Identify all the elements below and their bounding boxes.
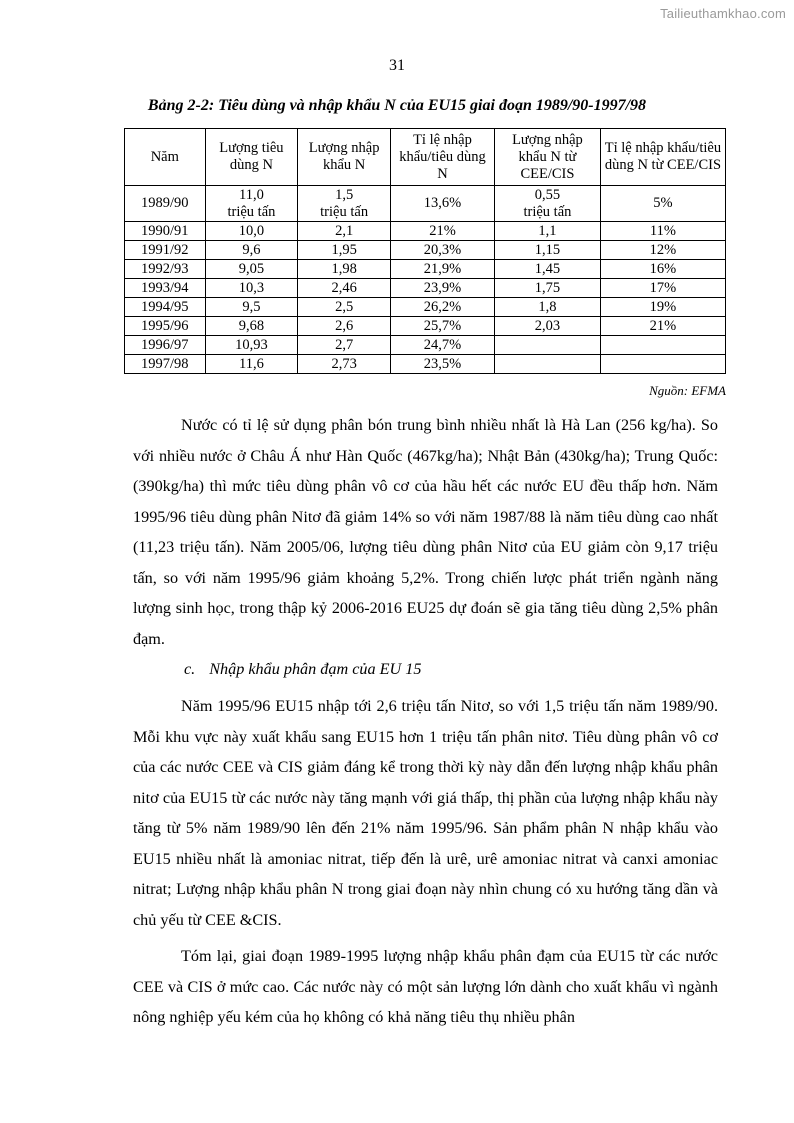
table-row [125, 186, 726, 222]
cell-year: 1994/95 [125, 298, 206, 317]
cell-cee-import: 1,15 [495, 241, 601, 260]
header-ratio: Tỉ lệ nhập khẩu/tiêu dùng N [390, 129, 494, 186]
cell-cee-ratio: 17% [600, 279, 725, 298]
cell-unit: triệu tấn [523, 203, 572, 220]
cell-value: 0,55 [534, 186, 561, 203]
cell-import: 1,98 [298, 260, 391, 279]
cell-import: 2,73 [298, 355, 391, 374]
cell-cee-ratio: 5% [600, 186, 725, 222]
cell-unit: triệu tấn [320, 203, 369, 220]
cell-cee-ratio: 12% [600, 241, 725, 260]
data-table [124, 128, 726, 374]
table-row [125, 317, 726, 336]
table-source: Nguồn: EFMA [649, 383, 726, 398]
cell-consumption: 9,6 [205, 241, 298, 260]
table-row [125, 279, 726, 298]
cell-ratio: 24,7% [390, 336, 494, 355]
paragraph-1: Nước có tỉ lệ sử dụng phân bón trung bình nhiều nhất là Hà Lan (256 kg/ha). So với nhiều nước ở Châu Á như Hàn Quốc (467kg/ha); Nhật Bản (430kg/ha); Trung Quốc: (390kg/ha) thì mức tiêu dùng phân vô cơ của hầu hết các nước EU đều thấp hơn. Năm 1995/96 tiêu dùng phân Nitơ đã giảm 14% so với năm 1987/88 là năm tiêu dùng cao nhất (11,23 triệu tấn). Năm 2005/06, lượng tiêu dùng phân Nitơ của EU giảm còn 9,17 triệu tấn, so với năm 1995/96 giảm khoảng 5,2%. Trong chiến lược phát triển ngành năng lượng sinh học, trong thập kỷ 2006-2016 EU25 dự đoán sẽ gia tăng tiêu dùng 2,5% phân đạm. [133, 416, 718, 648]
cell-cee-import: 2,03 [495, 317, 601, 336]
cell-cee-ratio: 21% [600, 317, 725, 336]
table-row [125, 355, 726, 374]
cell-ratio: 21% [390, 222, 494, 241]
table-caption: Bảng 2-2: Tiêu dùng và nhập khẩu N của EU15 giai đoạn 1989/90-1997/98 [147, 97, 647, 114]
cell-consumption: 10,3 [205, 279, 298, 298]
cell-ratio: 26,2% [390, 298, 494, 317]
cell-year: 1990/91 [125, 222, 206, 241]
table-row [125, 260, 726, 279]
cell-cee-import: 1,45 [495, 260, 601, 279]
cell-cee-import: 1,1 [495, 222, 601, 241]
cell-import: 2,46 [298, 279, 391, 298]
cell-cee-import: 1,8 [495, 298, 601, 317]
cell-year: 1991/92 [125, 241, 206, 260]
cell-year: 1989/90 [125, 186, 206, 222]
cell-ratio: 23,5% [390, 355, 494, 374]
cell-cee-ratio [600, 355, 725, 374]
table-row [125, 298, 726, 317]
cell-consumption: 9,68 [205, 317, 298, 336]
cell-year: 1997/98 [125, 355, 206, 374]
cell-cee-import [495, 355, 601, 374]
cell-import: 2,5 [298, 298, 391, 317]
cell-consumption: 9,05 [205, 260, 298, 279]
cell-import: 2,1 [298, 222, 391, 241]
cell-consumption: 9,5 [205, 298, 298, 317]
header-year: Năm [125, 129, 206, 186]
cell-ratio: 25,7% [390, 317, 494, 336]
section-heading [184, 660, 421, 679]
cell-cee-ratio: 16% [600, 260, 725, 279]
table-row [125, 241, 726, 260]
cell-consumption [205, 186, 298, 222]
cell-ratio: 20,3% [390, 241, 494, 260]
table-row [125, 336, 726, 355]
cell-cee-ratio: 19% [600, 298, 725, 317]
header-consumption: Lượng tiêu dùng N [205, 129, 298, 186]
cell-import: 2,7 [298, 336, 391, 355]
page-number: 31 [389, 57, 405, 74]
cell-value: 11,0 [239, 186, 264, 203]
cell-year: 1993/94 [125, 279, 206, 298]
header-cee-ratio: Tỉ lệ nhập khẩu/tiêu dùng N từ CEE/CIS [600, 129, 725, 186]
cell-ratio: 21,9% [390, 260, 494, 279]
cell-year: 1995/96 [125, 317, 206, 336]
cell-import [298, 186, 391, 222]
cell-ratio: 13,6% [390, 186, 494, 222]
cell-year: 1992/93 [125, 260, 206, 279]
cell-value: 1,5 [335, 186, 354, 203]
cell-consumption: 10,93 [205, 336, 298, 355]
cell-consumption: 10,0 [205, 222, 298, 241]
cell-consumption: 11,6 [205, 355, 298, 374]
paragraph-3: Tóm lại, giai đoạn 1989-1995 lượng nhập khẩu phân đạm của EU15 từ các nước CEE và CIS ở mức cao. Các nước này có một sản lượng lớn dành cho xuất khẩu vì ngành nông nghiệp yếu kém của họ không có khả năng tiêu thụ nhiều phân [133, 947, 718, 1026]
section-title: Nhập khẩu phân đạm của EU 15 [209, 660, 422, 678]
cell-import: 2,6 [298, 317, 391, 336]
cell-import: 1,95 [298, 241, 391, 260]
cell-cee-import [495, 336, 601, 355]
paragraph-2: Năm 1995/96 EU15 nhập tới 2,6 triệu tấn Nitơ, so với 1,5 triệu tấn năm 1989/90. Mỗi khu vực này xuất khẩu sang EU15 hơn 1 triệu tấn phân nitơ. Tiêu dùng phân vô cơ của các nước CEE và CIS giảm đáng kể trong thời kỳ này dẫn đến lượng nhập khẩu phân nitơ của EU15 từ các nước này tăng mạnh với giá thấp, thị phần của lượng nhập khẩu này tăng từ 5% năm 1989/90 lên đến 21% năm 1995/96. Sản phẩm phân N nhập khẩu vào EU15 nhiều nhất là amoniac nitrat, tiếp đến là urê, urê amoniac nitrat và canxi amoniac nitrat; Lượng nhập khẩu phân N trong giai đoạn này nhìn chung có xu hướng tăng dần và chủ yếu từ CEE &CIS. [133, 697, 718, 929]
cell-cee-import: 1,75 [495, 279, 601, 298]
header-import: Lượng nhập khẩu N [298, 129, 391, 186]
cell-cee-ratio: 11% [600, 222, 725, 241]
section-letter: c. [184, 660, 196, 678]
cell-year: 1996/97 [125, 336, 206, 355]
cell-ratio: 23,9% [390, 279, 494, 298]
cell-unit: triệu tấn [227, 203, 276, 220]
header-cee-import: Lượng nhập khẩu N từ CEE/CIS [495, 129, 601, 186]
watermark: Tailieuthamkhao.com [660, 6, 786, 21]
table-row [125, 222, 726, 241]
table-header-row [125, 129, 726, 186]
cell-cee-import [495, 186, 601, 222]
cell-cee-ratio [600, 336, 725, 355]
